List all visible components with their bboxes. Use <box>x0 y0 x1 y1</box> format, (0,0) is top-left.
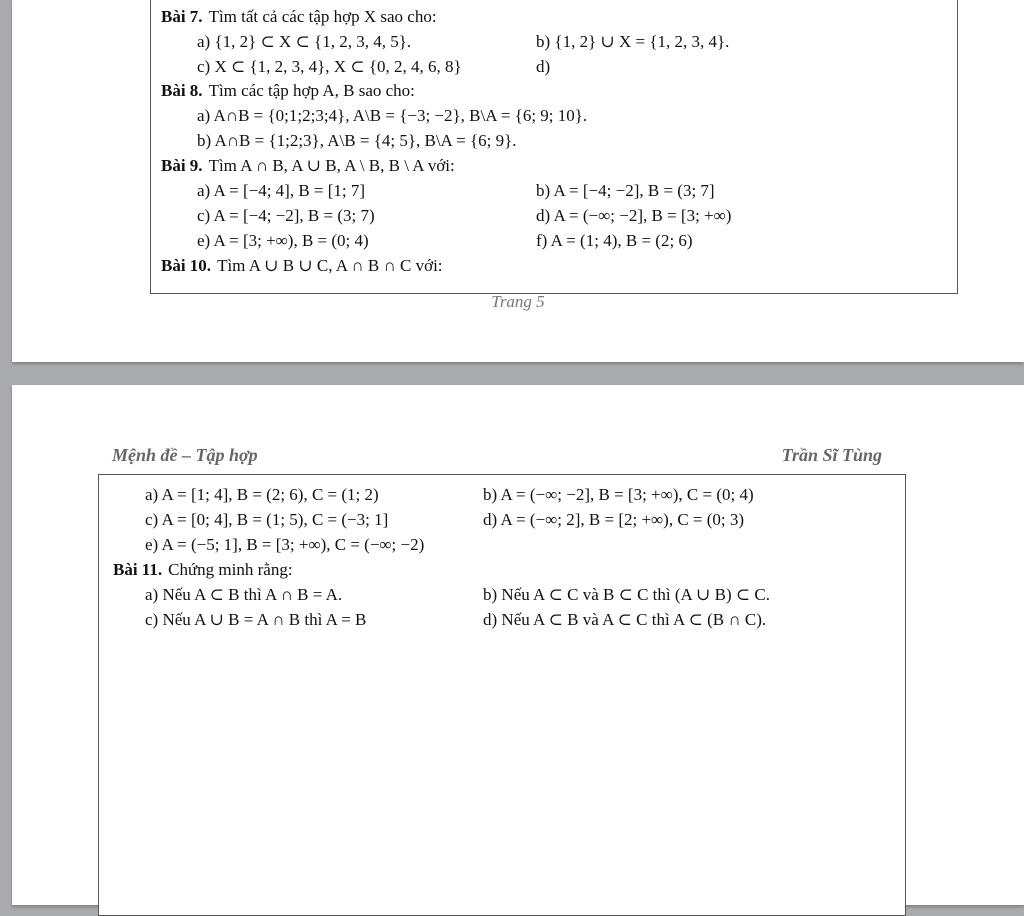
bai10-a: a) A = [1; 4], B = (2; 6), C = (1; 2) <box>145 485 379 504</box>
bai9-title: Bài 9. <box>161 156 203 175</box>
bai7-b: b) {1, 2} ∪ X = {1, 2, 3, 4}. <box>536 32 730 51</box>
bai9-c: c) A = [−4; −2], B = (3; 7) <box>197 206 375 225</box>
bai9-b: b) A = [−4; −2], B = (3; 7] <box>536 181 715 200</box>
bai7-a: a) {1, 2} ⊂ X ⊂ {1, 2, 3, 4, 5}. <box>197 32 412 51</box>
exercise-box <box>98 474 906 916</box>
bai8-text: Tìm các tập hợp A, B sao cho: <box>208 81 415 100</box>
bai11-d: d) Nếu A ⊂ B và A ⊂ C thì A ⊂ (B ∩ C). <box>483 610 767 629</box>
bai7-heading <box>161 7 437 27</box>
bai8-b: b) A∩B = {1;2;3}, A\B = {4; 5}, B\A = {6; 9}. <box>197 131 517 150</box>
document-page-5 <box>12 0 1024 362</box>
bai10-d: d) A = (−∞; 2], B = [2; +∞), C = (0; 3) <box>483 510 745 529</box>
exercise-box <box>150 0 958 294</box>
bai9-e: e) A = [3; +∞), B = (0; 4) <box>197 231 369 250</box>
bai9-heading <box>161 156 455 176</box>
document-page-6 <box>12 385 1024 905</box>
bai7-d: d) <box>536 57 551 76</box>
bai11-text: Chứng minh rằng: <box>168 560 293 579</box>
page-footer: Trang 5 <box>491 292 545 311</box>
bai8-a: a) A∩B = {0;1;2;3;4}, A\B = {−3; −2}, B\A = {6; 9; 10}. <box>197 106 588 125</box>
bai11-a: a) Nếu A ⊂ B thì A ∩ B = A. <box>145 585 343 604</box>
bai9-text: Tìm A ∩ B, A ∪ B, A \ B, B \ A với: <box>208 156 455 175</box>
bai11-b: b) Nếu A ⊂ C và B ⊂ C thì (A ∪ B) ⊂ C. <box>483 585 770 604</box>
bai10-e: e) A = (−5; 1], B = [3; +∞), C = (−∞; −2) <box>145 535 425 554</box>
bai9-f: f) A = (1; 4), B = (2; 6) <box>536 231 693 250</box>
bai10-text: Tìm A ∪ B ∪ C, A ∩ B ∩ C với: <box>217 256 443 275</box>
bai10-title: Bài 10. <box>161 256 212 275</box>
bai11-c: c) Nếu A ∪ B = A ∩ B thì A = B <box>145 610 367 629</box>
bai10-b: b) A = (−∞; −2], B = [3; +∞), C = (0; 4) <box>483 485 754 504</box>
bai8-heading <box>161 81 415 101</box>
bai7-c: c) X ⊂ {1, 2, 3, 4}, X ⊂ {0, 2, 4, 6, 8} <box>197 57 462 76</box>
bai10-c: c) A = [0; 4], B = (1; 5), C = (−3; 1] <box>145 510 389 529</box>
bai9-a: a) A = [−4; 4], B = [1; 7] <box>197 181 366 200</box>
header-right: Trần Sĩ Tùng <box>781 445 882 465</box>
bai11-heading <box>113 560 293 580</box>
header-left: Mệnh đề – Tập hợp <box>112 445 258 465</box>
bai7-text: Tìm tất cả các tập hợp X sao cho: <box>208 7 437 26</box>
bai7-title: Bài 7. <box>161 7 203 26</box>
bai8-title: Bài 8. <box>161 81 203 100</box>
bai9-d: d) A = (−∞; −2], B = [3; +∞) <box>536 206 732 225</box>
bai10-heading <box>161 256 443 276</box>
bai11-title: Bài 11. <box>113 560 163 579</box>
